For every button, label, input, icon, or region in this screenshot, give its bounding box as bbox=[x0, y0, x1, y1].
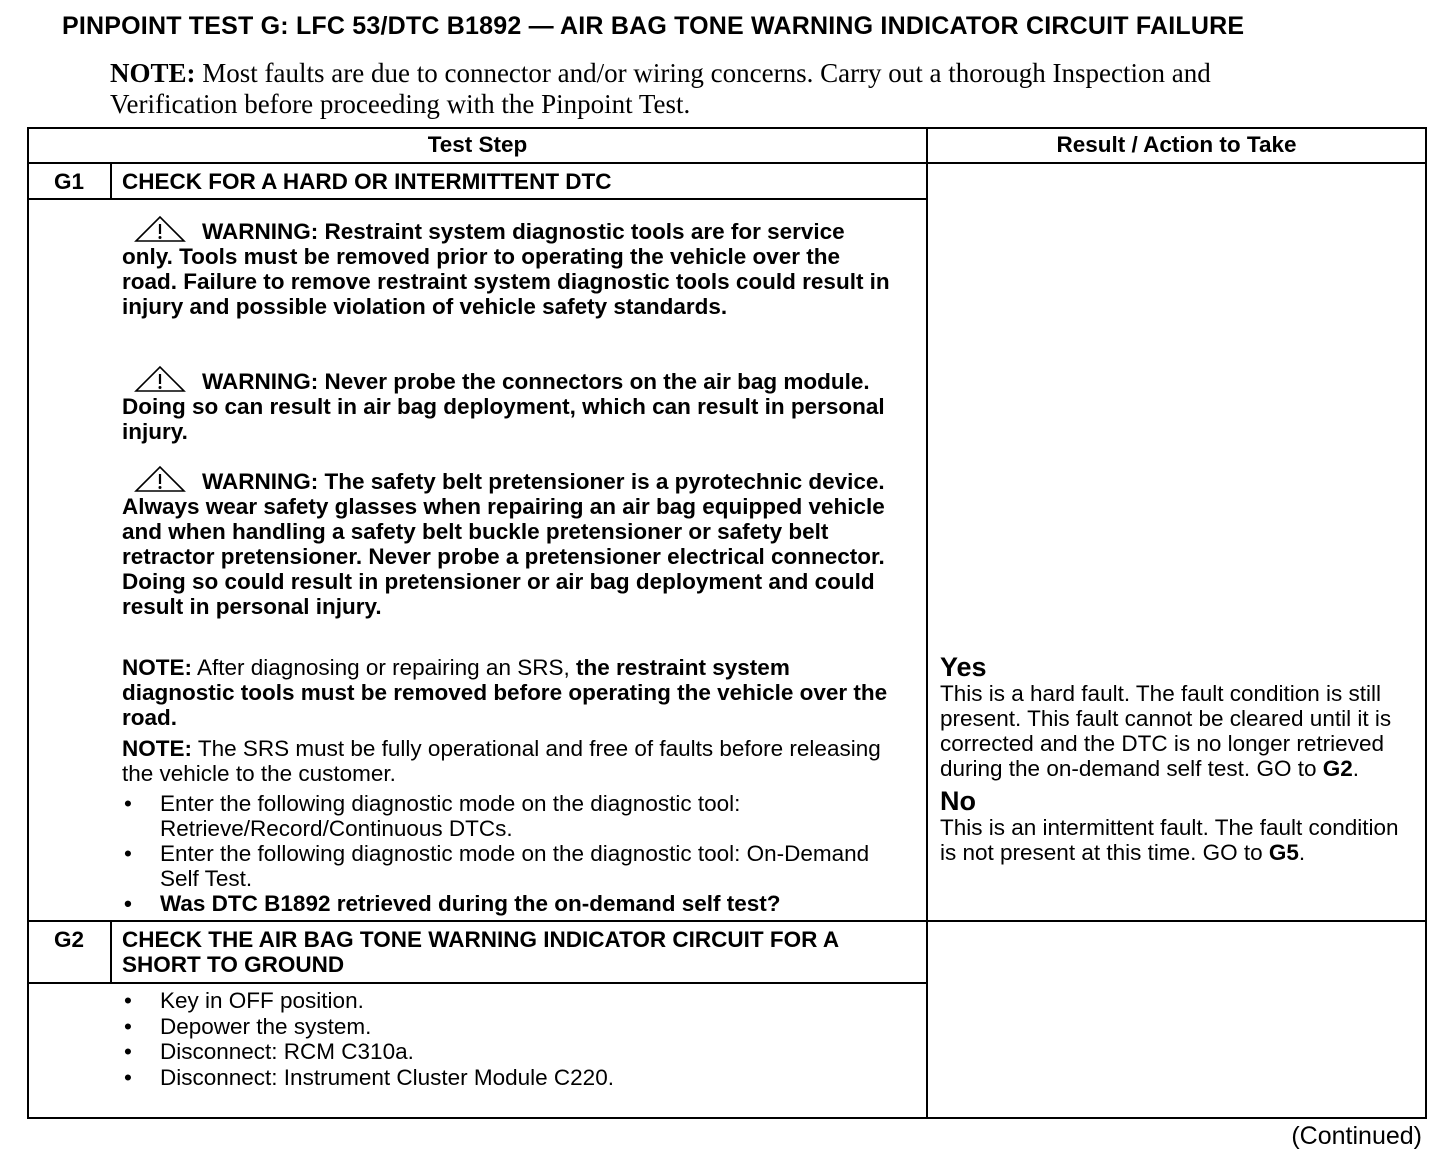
bullet-icon: • bbox=[124, 1039, 132, 1065]
list-item bbox=[122, 1039, 912, 1065]
list-item bbox=[122, 791, 912, 841]
bullet-icon: • bbox=[124, 1064, 132, 1090]
header-test-step: Test Step bbox=[427, 132, 528, 157]
row-divider-header bbox=[27, 162, 1427, 164]
bullet-icon: • bbox=[124, 891, 132, 916]
bullet-icon: • bbox=[124, 841, 132, 866]
header-result: Result / Action to Take bbox=[1056, 132, 1297, 157]
page-title: PINPOINT TEST G: LFC 53/DTC B1892 — AIR BAG TONE WARNING INDICATOR CIRCUIT FAILURE bbox=[62, 12, 1245, 40]
bullet-icon: • bbox=[124, 988, 132, 1013]
list-item bbox=[122, 988, 912, 1014]
result-g1 bbox=[940, 653, 1420, 865]
list-item bbox=[122, 1014, 912, 1040]
note-label: NOTE: bbox=[122, 655, 192, 680]
result-yes-end: . bbox=[1352, 756, 1359, 781]
note-plain: After diagnosing or repairing an SRS, bbox=[192, 655, 576, 680]
column-divider-id bbox=[110, 163, 112, 200]
result-no-target: G5 bbox=[1268, 840, 1299, 865]
column-divider-id-g2 bbox=[110, 921, 112, 983]
step-title-g2: CHECK THE AIR BAG TONE WARNING INDICATOR CIRCUIT FOR A SHORT TO GROUND bbox=[122, 927, 839, 977]
bullet-icon: • bbox=[124, 1013, 132, 1039]
list-item-text: Key in OFF position. bbox=[160, 988, 364, 1013]
warning-pretensioner-text: WARNING: The safety belt pretensioner is a pyrotechnic device. Always wear safety glasses when repairing an air bag equipped vehicle and when handling a safety belt buckle pretensioner or safety belt retractor pretensioner. Never probe a pretensioner electrical connector. Doing so could result in pretensioner or air bag deployment and could result in personal injury. bbox=[122, 469, 885, 619]
list-item-text: Disconnect: Instrument Cluster Module C220. bbox=[160, 1064, 614, 1090]
result-no-end: . bbox=[1298, 840, 1306, 865]
continued-label: (Continued) bbox=[1291, 1122, 1422, 1150]
result-yes-label: Yes bbox=[940, 652, 987, 682]
list-item bbox=[122, 841, 912, 891]
warning-tools bbox=[122, 215, 892, 319]
step-id-g1: G1 bbox=[53, 169, 84, 194]
warning-triangle-icon bbox=[134, 365, 186, 393]
result-yes-target: G2 bbox=[1322, 756, 1353, 781]
note-srs-operational bbox=[122, 736, 902, 786]
column-divider-main bbox=[926, 127, 928, 1119]
warning-probe-text: WARNING: Never probe the connectors on the air bag module. Doing so can result in air bag deployment, which can result in personal injury. bbox=[122, 369, 885, 444]
step-id-g2: G2 bbox=[53, 927, 84, 952]
row-divider-g2 bbox=[27, 920, 1427, 922]
warning-pretensioner bbox=[122, 465, 892, 619]
warning-triangle-icon bbox=[134, 465, 186, 493]
warning-probe bbox=[122, 365, 892, 444]
list-item-text: Was DTC B1892 retrieved during the on-demand self test? bbox=[160, 891, 781, 916]
row-divider-g1-title bbox=[27, 198, 927, 200]
top-note-text: Most faults are due to connector and/or wiring concerns. Carry out a thorough Inspection and Verification before proceeding with the Pinpoint Test. bbox=[110, 58, 1211, 119]
g2-bullet-list bbox=[122, 988, 912, 1090]
top-note-label: NOTE: bbox=[110, 58, 196, 88]
top-note bbox=[110, 58, 1310, 120]
step-title-g1: CHECK FOR A HARD OR INTERMITTENT DTC bbox=[122, 169, 612, 194]
note-srs-tools bbox=[122, 655, 902, 730]
result-no-label: No bbox=[940, 786, 976, 816]
g1-bullet-list bbox=[122, 791, 912, 916]
row-divider-g2-title bbox=[27, 982, 927, 984]
result-yes-text: This is a hard fault. The fault condition is still present. This fault cannot be cleared until it is corrected and the DTC is no longer retrieved during the on-demand self test. GO to bbox=[940, 681, 1392, 781]
note-plain: The SRS must be fully operational and free of faults before releasing the vehicle to the customer. bbox=[122, 736, 881, 786]
warning-triangle-icon bbox=[134, 215, 186, 243]
result-no-text: This is an intermittent fault. The fault condition is not present at this time. GO to bbox=[940, 815, 1399, 865]
note-bold: the restraint system diagnostic tools must be removed before operating the vehicle over the road. bbox=[122, 655, 888, 730]
note-label: NOTE: bbox=[122, 736, 192, 761]
list-item-text: Disconnect: RCM C310a. bbox=[160, 1039, 414, 1065]
list-item-text: Enter the following diagnostic mode on the diagnostic tool: On-Demand Self Test. bbox=[160, 841, 870, 891]
list-item-text: Enter the following diagnostic mode on the diagnostic tool: Retrieve/Record/Continuous DTCs. bbox=[160, 791, 741, 841]
list-item bbox=[122, 891, 912, 916]
list-item-text: Depower the system. bbox=[160, 1013, 372, 1039]
warning-tools-text: WARNING: Restraint system diagnostic tools are for service only. Tools must be removed prior to operating the vehicle over the road. Failure to remove restraint system diagnostic tools could result in injury and possible violation of vehicle safety standards. bbox=[122, 219, 890, 319]
bullet-icon: • bbox=[124, 791, 132, 816]
list-item bbox=[122, 1065, 912, 1091]
